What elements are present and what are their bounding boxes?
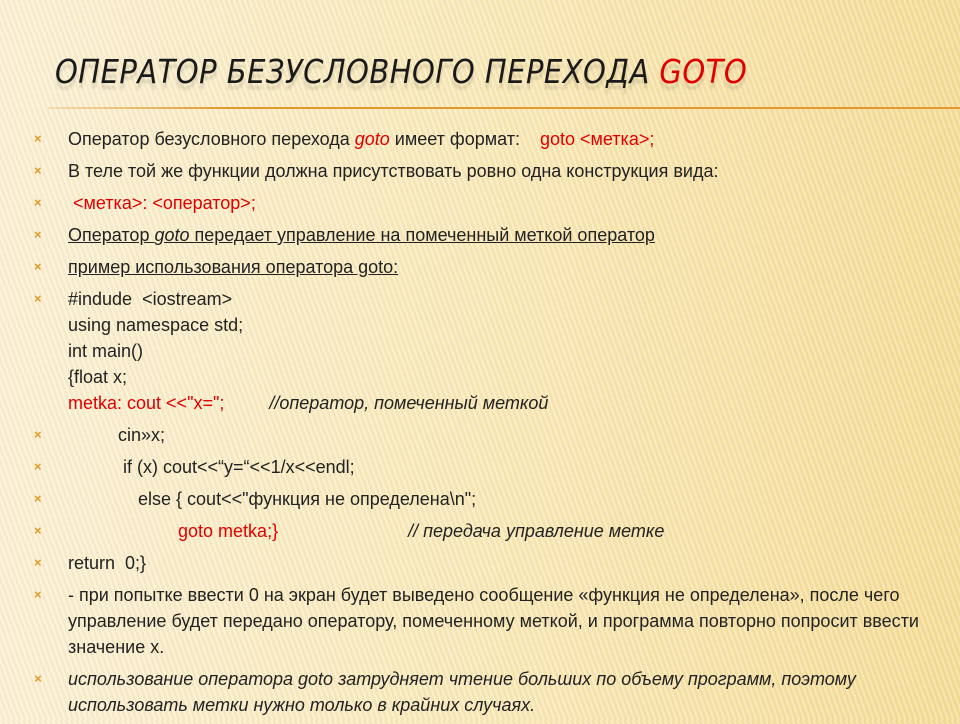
bullet-list bbox=[34, 126, 944, 724]
bullet-x-icon: × bbox=[34, 671, 42, 686]
text: имеет формат: bbox=[389, 129, 540, 149]
bullet-x-icon: × bbox=[34, 259, 42, 274]
bullet-x-icon: × bbox=[34, 459, 42, 474]
list-item bbox=[34, 126, 944, 152]
list-item bbox=[34, 190, 944, 216]
bullet-x-icon: × bbox=[34, 587, 42, 602]
list-item bbox=[34, 158, 944, 184]
code-line: #indude <iostream> bbox=[68, 289, 233, 309]
text: использование оператора goto затрудняет чтение больших по объему программ, поэтому использовать метки нужно только в крайних случаях. bbox=[68, 669, 856, 715]
list-item bbox=[34, 486, 944, 512]
text: В теле той же функции должна присутствовать ровно одна конструкция вида: bbox=[68, 161, 719, 181]
bullet-x-icon: × bbox=[34, 163, 42, 178]
text: Оператор безусловного перехода bbox=[68, 129, 355, 149]
title-divider bbox=[48, 107, 960, 109]
code-line: using namespace std; bbox=[68, 315, 244, 335]
keyword: goto bbox=[154, 225, 190, 245]
keyword: goto bbox=[354, 129, 390, 149]
list-item bbox=[34, 518, 944, 544]
syntax: <метка>: <оператор>; bbox=[68, 193, 256, 213]
code-line: return 0;} bbox=[68, 553, 147, 573]
bullet-x-icon: × bbox=[34, 195, 42, 210]
code-line: cin»x; bbox=[68, 425, 166, 445]
text: - при попытке ввести 0 на экран будет выведено сообщение «функция не определена», после чего управление будет передано оператору, помеченному меткой, и программа повторно попросит ввести значение x. bbox=[68, 585, 919, 657]
code-line: else { cout<<"функция не определена\n"; bbox=[68, 489, 477, 509]
code-line: if (x) cout<<“y=“<<1/x<<endl; bbox=[68, 457, 355, 477]
list-item bbox=[34, 454, 944, 480]
text: Оператор bbox=[68, 225, 155, 245]
bullet-x-icon: × bbox=[34, 227, 42, 242]
code-block bbox=[34, 286, 944, 416]
text: передает управление на помеченный меткой оператор bbox=[189, 225, 655, 245]
code-line: {float x; bbox=[68, 367, 128, 387]
bullet-x-icon: × bbox=[34, 427, 42, 442]
text: пример использования оператора goto: bbox=[68, 257, 399, 277]
title-accent: GOTO bbox=[659, 52, 748, 91]
list-item bbox=[34, 666, 944, 718]
list-item bbox=[34, 422, 944, 448]
bullet-x-icon: × bbox=[34, 131, 42, 146]
bullet-x-icon: × bbox=[34, 555, 42, 570]
title-text: ОПЕРАТОР БЕЗУСЛОВНОГО ПЕРЕХОДА bbox=[55, 52, 660, 91]
code-label-line: metka: cout <<"x="; bbox=[68, 393, 225, 413]
code-comment: //оператор, помеченный меткой bbox=[224, 393, 549, 413]
bullet-x-icon: × bbox=[34, 491, 42, 506]
bullet-x-icon: × bbox=[34, 523, 42, 538]
slide-title bbox=[55, 52, 747, 91]
list-item bbox=[34, 222, 944, 248]
code-line: int main() bbox=[68, 341, 144, 361]
list-item bbox=[34, 254, 944, 280]
code-comment: // передача управление метке bbox=[278, 521, 665, 541]
syntax: goto <метка>; bbox=[539, 129, 655, 149]
code-line: goto metka;} bbox=[68, 521, 279, 541]
list-item bbox=[34, 550, 944, 576]
list-item bbox=[34, 582, 944, 660]
bullet-x-icon: × bbox=[34, 291, 42, 306]
